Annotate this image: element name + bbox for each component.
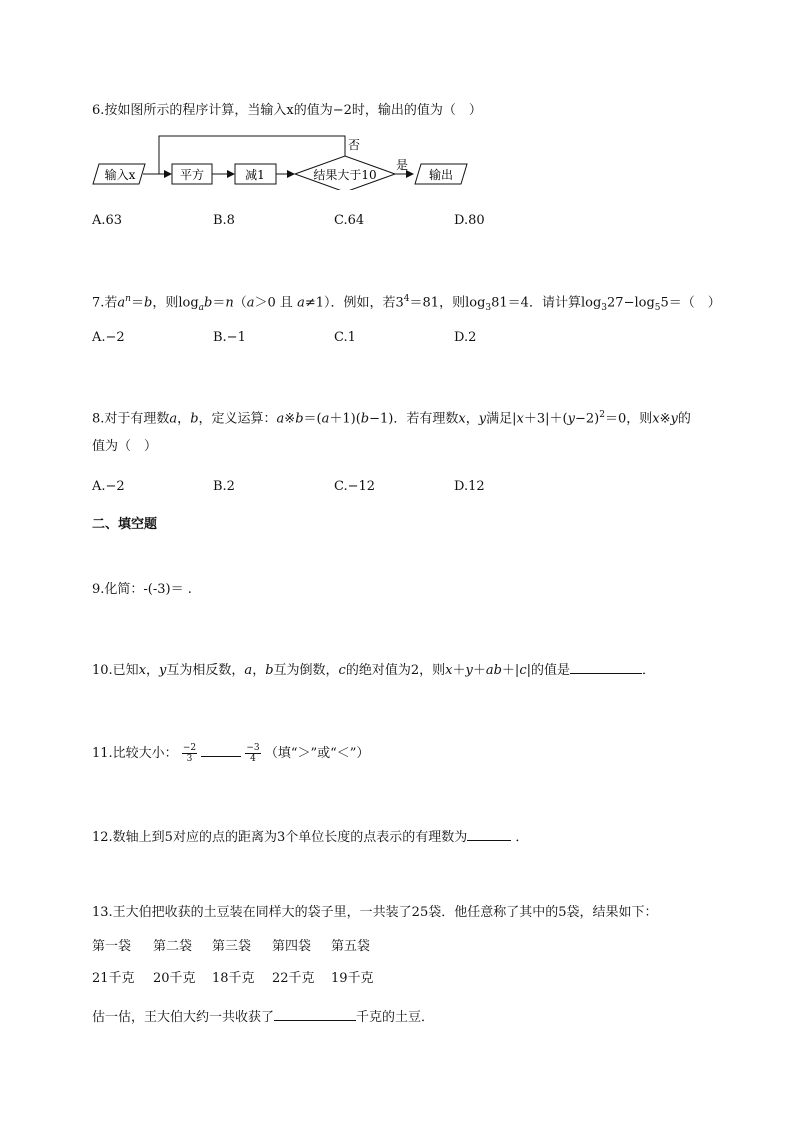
q13-weight-4: 22千克 xyxy=(272,971,315,986)
q13-weight-1: 21千克 xyxy=(92,971,135,986)
q8-option-b[interactable]: B.2 xyxy=(213,479,235,494)
flow-minus-label: 减1 xyxy=(245,168,265,182)
q12-answer-blank[interactable] xyxy=(467,826,511,841)
flow-input-label: 输入x xyxy=(104,168,136,182)
fraction-neg-two-thirds: $\frac{-2}{3}$ xyxy=(182,743,197,764)
q13-bag-2: 第二袋 xyxy=(153,939,193,954)
q13-stem: 13.王大伯把收获的土豆装在同样大的袋子里，一共装了25袋．他任意称了其中的5袋，结果如下： xyxy=(92,905,658,920)
q8-option-c[interactable]: C.−12 xyxy=(334,479,376,494)
q13-bag-4: 第四袋 xyxy=(272,939,312,954)
q7-stem: 7.若$a^n=b$，则$\log_ab=n(a>0$ 且 a≠1）．例如，若$3^4=81$，则$\log_381=4$．请计算$\log_327-\log_55=$（ ） xyxy=(92,294,721,313)
q8-option-d[interactable]: D.12 xyxy=(454,479,485,494)
q7-option-a[interactable]: A.−2 xyxy=(92,330,125,345)
q11-stem: 11.比较大小： $\frac{-2}{3}$ $\frac{-3}{4}$ （填“＞”或“＜”） xyxy=(92,743,370,764)
q13-weight-5: 19千克 xyxy=(331,971,374,986)
q13-bag-5: 第五袋 xyxy=(331,939,371,954)
q9-stem: 9.化简：-(-3)＝ . xyxy=(92,582,192,597)
flow-square-label: 平方 xyxy=(179,168,205,182)
q10-answer-blank[interactable] xyxy=(570,659,642,674)
q8-stem-line2: 值为（ ） xyxy=(92,439,158,454)
q13-bag-3: 第三袋 xyxy=(212,939,252,954)
q8-stem-line1: 8.对于有理数a，b，定义运算：a※b＝(a＋1)(b−1)．若有理数x，y满足$|x+3|+(y-2)^2=0$，则x※y的 xyxy=(92,410,691,427)
fraction-neg-three-quarters: $\frac{-3}{4}$ xyxy=(246,743,260,764)
q7-option-c[interactable]: C.1 xyxy=(334,330,356,345)
q13-weight-2: 20千克 xyxy=(153,971,196,986)
q13-weight-3: 18千克 xyxy=(212,971,255,986)
q7-option-b[interactable]: B.−1 xyxy=(213,330,246,345)
q8-option-a[interactable]: A.−2 xyxy=(92,479,125,494)
q10-stem: 10.已知x，y互为相反数，a，b互为倒数，c的绝对值为2，则x＋y＋ab＋|c|的值是 ． xyxy=(92,659,655,680)
q6-option-d[interactable]: D.80 xyxy=(454,213,485,228)
flow-no-label: 否 xyxy=(348,138,361,152)
q11-answer-blank[interactable] xyxy=(201,742,241,757)
section-heading-fill-in: 二、填空题 xyxy=(92,517,158,532)
flow-yes-label: 是 xyxy=(396,158,409,172)
q6-option-b[interactable]: B.8 xyxy=(213,213,235,228)
flow-output-label: 输出 xyxy=(428,168,454,182)
q12-stem: 12.数轴上到5对应的点的距离为3个单位长度的点表示的有理数为 ． xyxy=(92,826,528,847)
q6-option-c[interactable]: C.64 xyxy=(334,213,365,228)
q6-stem: 6.按如图所示的程序计算，当输入x的值为−2时，输出的值为（ ） xyxy=(92,103,482,118)
q13-answer-blank[interactable] xyxy=(274,1006,356,1021)
q6-option-a[interactable]: A.63 xyxy=(92,213,123,228)
q6-flowchart xyxy=(88,130,478,190)
q7-option-d[interactable]: D.2 xyxy=(454,330,477,345)
q13-bag-1: 第一袋 xyxy=(92,939,132,954)
flow-decision-label: 结果大于10 xyxy=(313,168,377,182)
q13-question: 估一估，王大伯大约一共收获了 千克的土豆． xyxy=(92,1006,434,1027)
